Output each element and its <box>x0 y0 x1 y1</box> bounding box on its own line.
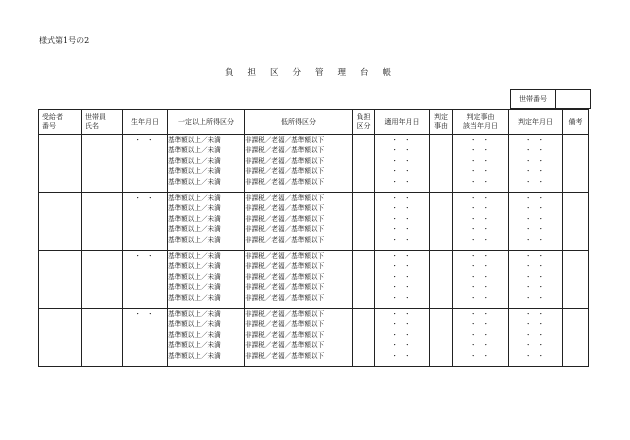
header-recipient-number <box>39 110 82 135</box>
judge-event-date-dots: ・ ・ <box>469 252 492 260</box>
low-income-cell[interactable] <box>245 251 353 309</box>
income-over-option: 基準額以上／未満 <box>168 225 221 234</box>
low-income-cell[interactable] <box>245 135 353 193</box>
income-over-option: 基準額以上／未満 <box>168 156 221 165</box>
judge-date-dots: ・ ・ <box>524 293 547 302</box>
low-income-option: 非課税／老福／基準額以下 <box>245 272 325 281</box>
judge-date-cell[interactable] <box>509 135 563 193</box>
judge-reason-cell[interactable] <box>430 193 453 251</box>
judge-date-dots: ・ ・ <box>524 177 547 186</box>
applied-date-dots: ・ ・ <box>391 341 413 350</box>
applied-date-dots: ・ ・ <box>391 136 413 144</box>
judge-event-date-dots: ・ ・ <box>469 341 492 350</box>
header-income-over: 一定以上所得区分 <box>168 110 245 135</box>
low-income-option: 非課税／老福／基準額以下 <box>245 341 325 350</box>
low-income-option: 非課税／老福／基準額以下 <box>245 225 325 234</box>
applied-date-dots: ・ ・ <box>391 293 413 302</box>
judge-date-dots: ・ ・ <box>524 136 547 144</box>
header-burden-class <box>353 110 375 135</box>
birth-date-cell[interactable] <box>123 309 168 367</box>
ledger-group-row <box>39 193 589 251</box>
income-over-option: 基準額以上／未満 <box>168 146 221 155</box>
header-judge-date: 判定年月日 <box>509 110 563 135</box>
birth-date-cell[interactable] <box>123 251 168 309</box>
judge-event-date-dots: ・ ・ <box>469 351 492 360</box>
applied-date-dots: ・ ・ <box>391 262 413 271</box>
low-income-option: 非課税／老福／基準額以下 <box>245 262 325 271</box>
income-over-option: 基準額以上／未満 <box>168 235 221 244</box>
income-over-option: 基準額以上／未満 <box>168 204 221 213</box>
applied-date-cell[interactable] <box>375 135 430 193</box>
judge-date-cell[interactable] <box>509 309 563 367</box>
judge-event-date-dots: ・ ・ <box>469 136 492 144</box>
income-over-cell[interactable] <box>168 251 245 309</box>
remarks-cell[interactable] <box>563 251 589 309</box>
header-judge-event-line2: 該当年月日 <box>463 122 498 130</box>
burden-class-cell[interactable] <box>353 251 375 309</box>
income-over-option: 基準額以上／未満 <box>168 214 221 223</box>
applied-date-dots: ・ ・ <box>391 204 413 213</box>
judge-event-date-dots: ・ ・ <box>469 320 492 329</box>
applied-date-dots: ・ ・ <box>391 214 413 223</box>
judge-date-dots: ・ ・ <box>524 320 547 329</box>
income-over-cell[interactable] <box>168 135 245 193</box>
ledger-group-row <box>39 251 589 309</box>
ledger-group-row <box>39 135 589 193</box>
judge-reason-cell[interactable] <box>430 309 453 367</box>
low-income-option: 非課税／老福／基準額以下 <box>245 293 325 302</box>
judge-event-date-cell[interactable] <box>453 251 509 309</box>
applied-date-dots: ・ ・ <box>391 272 413 281</box>
header-recipient-number-line1: 受給者 <box>42 113 63 121</box>
judge-date-dots: ・ ・ <box>524 262 547 271</box>
header-member-name-line2: 氏名 <box>85 122 99 130</box>
applied-date-dots: ・ ・ <box>391 156 413 165</box>
income-over-option: 基準額以上／未満 <box>168 252 221 260</box>
judge-date-cell[interactable] <box>509 193 563 251</box>
judge-event-date-cell[interactable] <box>453 309 509 367</box>
applied-date-cell[interactable] <box>375 309 430 367</box>
judge-date-dots: ・ ・ <box>524 351 547 360</box>
header-birth-date: 生年月日 <box>123 110 168 135</box>
low-income-option: 非課税／老福／基準額以下 <box>245 252 325 260</box>
header-judge-reason-line2: 事由 <box>434 122 448 130</box>
judge-event-date-dots: ・ ・ <box>469 262 492 271</box>
judge-date-cell[interactable] <box>509 251 563 309</box>
recipient-number-cell[interactable] <box>39 193 82 251</box>
judge-event-date-dots: ・ ・ <box>469 330 492 339</box>
judge-event-date-dots: ・ ・ <box>469 235 492 244</box>
applied-date-dots: ・ ・ <box>391 146 413 155</box>
judge-reason-cell[interactable] <box>430 251 453 309</box>
judge-date-dots: ・ ・ <box>524 194 547 202</box>
applied-date-dots: ・ ・ <box>391 194 413 202</box>
applied-date-cell[interactable] <box>375 251 430 309</box>
judge-date-dots: ・ ・ <box>524 310 547 318</box>
judge-date-dots: ・ ・ <box>524 146 547 155</box>
low-income-option: 非課税／老福／基準額以下 <box>245 310 325 318</box>
judge-date-dots: ・ ・ <box>524 204 547 213</box>
header-member-name <box>82 110 123 135</box>
income-over-option: 基準額以上／未満 <box>168 167 221 176</box>
member-name-cell[interactable] <box>82 193 123 251</box>
income-over-option: 基準額以上／未満 <box>168 330 221 339</box>
judge-event-date-dots: ・ ・ <box>469 146 492 155</box>
household-number-field[interactable] <box>556 90 591 109</box>
applied-date-dots: ・ ・ <box>391 283 413 292</box>
applied-date-dots: ・ ・ <box>391 225 413 234</box>
household-number-label: 世帯番号 <box>511 90 556 109</box>
judge-event-date-dots: ・ ・ <box>469 194 492 202</box>
judge-event-date-dots: ・ ・ <box>469 225 492 234</box>
low-income-cell[interactable] <box>245 193 353 251</box>
birth-date-dots: ・ ・ <box>134 194 156 202</box>
income-over-option: 基準額以上／未満 <box>168 351 221 360</box>
applied-date-dots: ・ ・ <box>391 177 413 186</box>
low-income-option: 非課税／老福／基準額以下 <box>245 156 325 165</box>
applied-date-dots: ・ ・ <box>391 235 413 244</box>
birth-date-dots: ・ ・ <box>134 252 156 260</box>
income-over-option: 基準額以上／未満 <box>168 194 221 202</box>
header-judge-event-date <box>453 110 509 135</box>
low-income-option: 非課税／老福／基準額以下 <box>245 136 325 144</box>
household-number-box <box>510 89 591 109</box>
judge-date-dots: ・ ・ <box>524 225 547 234</box>
judge-date-dots: ・ ・ <box>524 167 547 176</box>
judge-date-dots: ・ ・ <box>524 330 547 339</box>
judge-date-dots: ・ ・ <box>524 252 547 260</box>
ledger-group-row <box>39 309 589 367</box>
header-member-name-line1: 世帯員 <box>85 113 106 121</box>
low-income-option: 非課税／老福／基準額以下 <box>245 283 325 292</box>
low-income-option: 非課税／老福／基準額以下 <box>245 177 325 186</box>
low-income-option: 非課税／老福／基準額以下 <box>245 330 325 339</box>
ledger-body <box>39 135 589 367</box>
member-name-cell[interactable] <box>82 135 123 193</box>
header-low-income: 低所得区分 <box>245 110 353 135</box>
judge-date-dots: ・ ・ <box>524 283 547 292</box>
low-income-option: 非課税／老福／基準額以下 <box>245 194 325 202</box>
page-title: 負担区分管理台帳 <box>224 68 405 78</box>
remarks-cell[interactable] <box>563 309 589 367</box>
judge-date-dots: ・ ・ <box>524 272 547 281</box>
judge-event-date-dots: ・ ・ <box>469 156 492 165</box>
recipient-number-cell[interactable] <box>39 309 82 367</box>
header-judge-reason-line1: 判定 <box>434 113 448 121</box>
member-name-cell[interactable] <box>82 309 123 367</box>
income-over-option: 基準額以上／未満 <box>168 136 221 144</box>
recipient-number-cell[interactable] <box>39 251 82 309</box>
low-income-option: 非課税／老福／基準額以下 <box>245 351 325 360</box>
low-income-option: 非課税／老福／基準額以下 <box>245 146 325 155</box>
applied-date-dots: ・ ・ <box>391 320 413 329</box>
burden-class-cell[interactable] <box>353 193 375 251</box>
low-income-option: 非課税／老福／基準額以下 <box>245 214 325 223</box>
header-remarks: 備考 <box>563 110 589 135</box>
low-income-cell[interactable] <box>245 309 353 367</box>
income-over-option: 基準額以上／未満 <box>168 262 221 271</box>
low-income-option: 非課税／老福／基準額以下 <box>245 167 325 176</box>
birth-date-dots: ・ ・ <box>134 310 156 318</box>
judge-event-date-dots: ・ ・ <box>469 272 492 281</box>
recipient-number-cell[interactable] <box>39 135 82 193</box>
header-applied-date: 適用年月日 <box>375 110 430 135</box>
judge-event-date-cell[interactable] <box>453 193 509 251</box>
income-over-option: 基準額以上／未満 <box>168 341 221 350</box>
low-income-option: 非課税／老福／基準額以下 <box>245 320 325 329</box>
judge-date-dots: ・ ・ <box>524 235 547 244</box>
income-over-option: 基準額以上／未満 <box>168 272 221 281</box>
applied-date-cell[interactable] <box>375 193 430 251</box>
income-over-option: 基準額以上／未満 <box>168 320 221 329</box>
judge-reason-cell[interactable] <box>430 135 453 193</box>
applied-date-dots: ・ ・ <box>391 330 413 339</box>
judge-date-dots: ・ ・ <box>524 341 547 350</box>
income-over-option: 基準額以上／未満 <box>168 293 221 302</box>
judge-date-dots: ・ ・ <box>524 156 547 165</box>
birth-date-cell[interactable] <box>123 193 168 251</box>
form-id: 様式第1号の2 <box>39 36 90 45</box>
header-burden-class-line1: 負担 <box>356 113 371 121</box>
income-over-option: 基準額以上／未満 <box>168 310 221 318</box>
remarks-cell[interactable] <box>563 135 589 193</box>
header-recipient-number-line2: 番号 <box>42 122 56 130</box>
member-name-cell[interactable] <box>82 251 123 309</box>
judge-event-date-dots: ・ ・ <box>469 177 492 186</box>
judge-event-date-dots: ・ ・ <box>469 214 492 223</box>
judge-date-dots: ・ ・ <box>524 214 547 223</box>
applied-date-dots: ・ ・ <box>391 351 413 360</box>
low-income-option: 非課税／老福／基準額以下 <box>245 235 325 244</box>
income-over-option: 基準額以上／未満 <box>168 283 221 292</box>
income-over-cell[interactable] <box>168 309 245 367</box>
judge-event-date-dots: ・ ・ <box>469 204 492 213</box>
header-row <box>39 110 589 135</box>
birth-date-cell[interactable] <box>123 135 168 193</box>
burden-class-cell[interactable] <box>353 135 375 193</box>
burden-class-cell[interactable] <box>353 309 375 367</box>
judge-event-date-dots: ・ ・ <box>469 293 492 302</box>
applied-date-dots: ・ ・ <box>391 310 413 318</box>
income-over-cell[interactable] <box>168 193 245 251</box>
judge-event-date-dots: ・ ・ <box>469 167 492 176</box>
header-judge-reason <box>430 110 453 135</box>
income-over-option: 基準額以上／未満 <box>168 177 221 186</box>
remarks-cell[interactable] <box>563 193 589 251</box>
applied-date-dots: ・ ・ <box>391 252 413 260</box>
low-income-option: 非課税／老福／基準額以下 <box>245 204 325 213</box>
birth-date-dots: ・ ・ <box>134 136 156 144</box>
header-judge-event-line1: 判定事由 <box>466 113 495 121</box>
applied-date-dots: ・ ・ <box>391 167 413 176</box>
burden-ledger-table <box>38 109 589 367</box>
header-burden-class-line2: 区分 <box>356 122 371 130</box>
judge-event-date-dots: ・ ・ <box>469 283 492 292</box>
judge-event-date-dots: ・ ・ <box>469 310 492 318</box>
judge-event-date-cell[interactable] <box>453 135 509 193</box>
